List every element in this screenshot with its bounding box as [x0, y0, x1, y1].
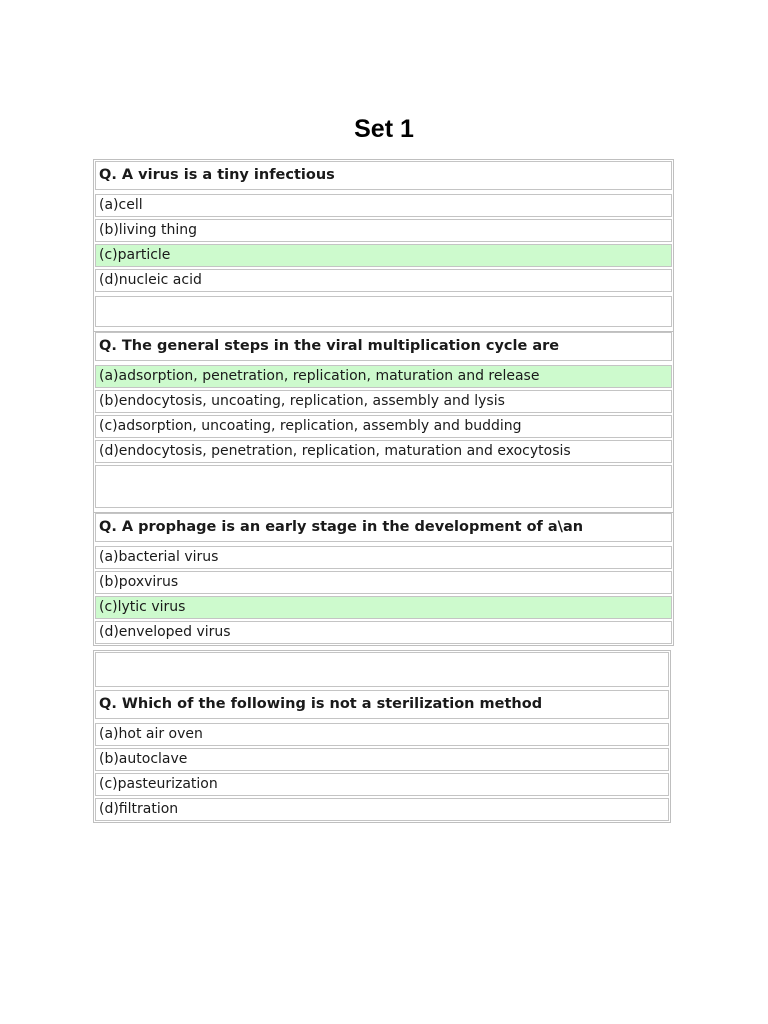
spacer-row — [95, 652, 669, 687]
question-text: Q. A prophage is an early stage in the development of a\an — [95, 513, 672, 542]
answer-option: (b)poxvirus — [95, 571, 672, 594]
question-text: Q. The general steps in the viral multiplication cycle are — [95, 332, 672, 361]
answer-option: (a)cell — [95, 194, 672, 217]
answer-option-correct: (c)particle — [95, 244, 672, 267]
answer-option-correct: (a)adsorption, penetration, replication, maturation and release — [95, 365, 672, 388]
answer-option: (a)hot air oven — [95, 723, 669, 746]
answer-option: (d)enveloped virus — [95, 621, 672, 644]
spacer-row — [95, 296, 672, 327]
quiz-container — [93, 159, 674, 823]
question-text: Q. A virus is a tiny infectious — [95, 161, 672, 190]
answer-option: (c)pasteurization — [95, 773, 669, 796]
question-text: Q. Which of the following is not a sterilization method — [95, 690, 669, 719]
question-block-1 — [93, 159, 674, 332]
spacer-row — [95, 465, 672, 508]
answer-option: (b)living thing — [95, 219, 672, 242]
question-block-3 — [93, 513, 674, 646]
answer-option: (a)bacterial virus — [95, 546, 672, 569]
answer-option: (c)adsorption, uncoating, replication, assembly and budding — [95, 415, 672, 438]
question-block-2 — [93, 332, 674, 513]
page-title: Set 1 — [354, 114, 414, 143]
answer-option: (d)nucleic acid — [95, 269, 672, 292]
answer-option: (d)endocytosis, penetration, replication, maturation and exocytosis — [95, 440, 672, 463]
answer-option: (d)filtration — [95, 798, 669, 821]
question-block-4 — [93, 650, 671, 823]
answer-option: (b)autoclave — [95, 748, 669, 771]
answer-option-correct: (c)lytic virus — [95, 596, 672, 619]
answer-option: (b)endocytosis, uncoating, replication, assembly and lysis — [95, 390, 672, 413]
